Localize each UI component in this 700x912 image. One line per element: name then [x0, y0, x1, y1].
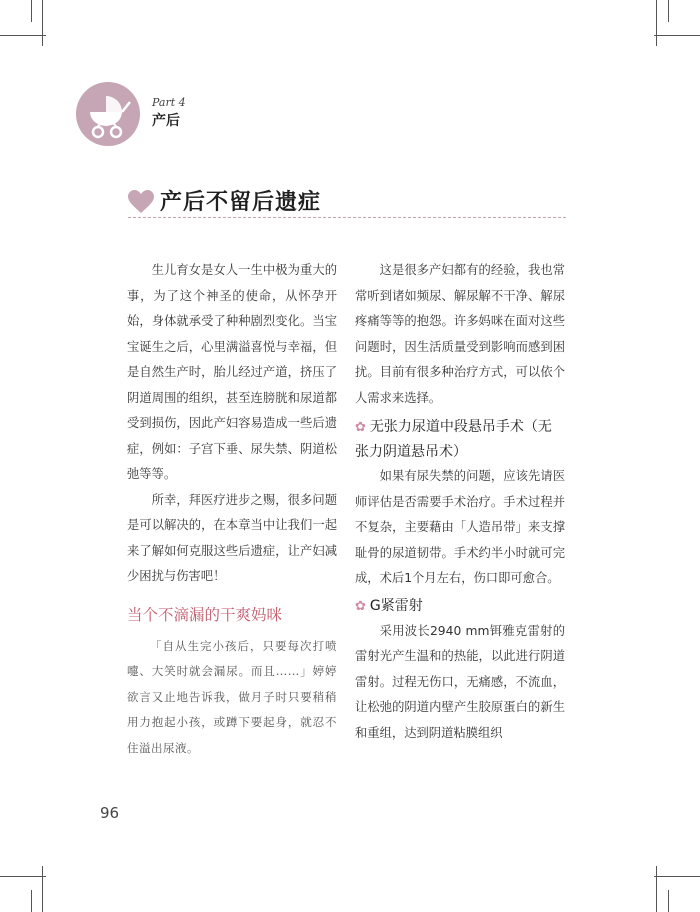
- intro-paragraph: 生儿育女是女人一生中极为重大的事，为了这个神圣的使命，从怀孕开始，身体就承受了种种剧烈变化。当宝宝诞生之后，心里满溢喜悦与幸福，但是自然生产时，胎儿经过产道，挤压了阴道周围的组织，甚至连膀胱和尿道都受到损伤，因此产妇容易造成一些后遗症，例如：子宫下垂、尿失禁、阴道松弛等等。: [127, 263, 337, 481]
- crop-mark-top-left-v: [42, 0, 43, 46]
- sling-surgery-paragraph: 如果有尿失禁的问题，应该先请医师评估是否需要手术治疗。手术过程并不复杂，主要藉由「人造吊带」来支撑耻骨的尿道韧带。手术约半小时就可完成，术后1个月左右，伤口即可愈合。: [355, 469, 565, 585]
- sub-heading-g-laser-text: G紧雷射: [369, 597, 423, 614]
- g-laser-paragraph: 采用波长2940 mm铒雅克雷射的雷射光产生温和的热能，以此进行阴道雷射。过程无伤口，无痛感，不流血，让松弛的阴道内壁产生胶原蛋白的新生和重组，达到阴道粘膜组织: [355, 623, 565, 740]
- right-paragraph: 这是很多产妇都有的经验，我也常常听到诸如频尿、解尿解不干净、解尿疼痛等等的抱怨。许多妈咪在面对这些问题时，因生活质量受到影响而感到困扰。目前有很多种治疗方式，可以依个人需求来选择。: [355, 263, 565, 405]
- baby-stroller-icon: [76, 82, 140, 146]
- flower-icon: ✿: [355, 420, 366, 435]
- crop-mark-top-right-h: [654, 35, 700, 36]
- crop-mark-bottom-right-v: [656, 866, 657, 912]
- intro-paragraph-2: 所幸，拜医疗进步之赐，很多问题是可以解决的，在本章当中让我们一起来了解如何克服这些后遗症，让产妇减少困扰与伤害吧！: [127, 492, 337, 583]
- section-heading: 当个不滴漏的干爽妈咪: [127, 605, 283, 624]
- sub-heading-sling-surgery-text: 无张力尿道中段悬吊手术（无张力阴道悬吊术）: [355, 419, 552, 460]
- crop-mark-top-right-v: [656, 0, 657, 46]
- crop-mark-bottom-right-v2: [668, 890, 669, 912]
- heart-icon: [128, 190, 154, 214]
- crop-mark-top-left-h: [0, 35, 46, 36]
- part-name: 产后: [152, 113, 180, 129]
- crop-mark-bottom-left-v2: [31, 890, 32, 912]
- crop-mark-top-left-v2: [31, 0, 32, 22]
- case-quote: 「自从生完小孩后，只要每次打喷嚏、大笑时就会漏尿。而且……」婷婷欲言又止地告诉我，做月子时只要稍稍用力抱起小孩，或蹲下要起身，就忍不住溢出尿液。: [127, 638, 337, 755]
- part-badge: [76, 82, 140, 146]
- chapter-title: 产后不留后遗症: [160, 190, 322, 215]
- right-column: [355, 258, 565, 746]
- flower-icon: ✿: [355, 598, 366, 614]
- title-divider: [128, 217, 566, 218]
- crop-mark-bottom-left-h: [0, 876, 46, 877]
- sub-heading-sling-surgery: [355, 415, 565, 464]
- page-number: 96: [100, 804, 120, 822]
- crop-mark-top-right-v2: [668, 0, 669, 22]
- sub-heading-g-laser: [355, 594, 565, 619]
- crop-mark-bottom-right-h: [654, 876, 700, 877]
- crop-mark-bottom-left-v: [42, 866, 43, 912]
- left-column: [127, 258, 337, 761]
- part-label: Part 4: [152, 96, 186, 109]
